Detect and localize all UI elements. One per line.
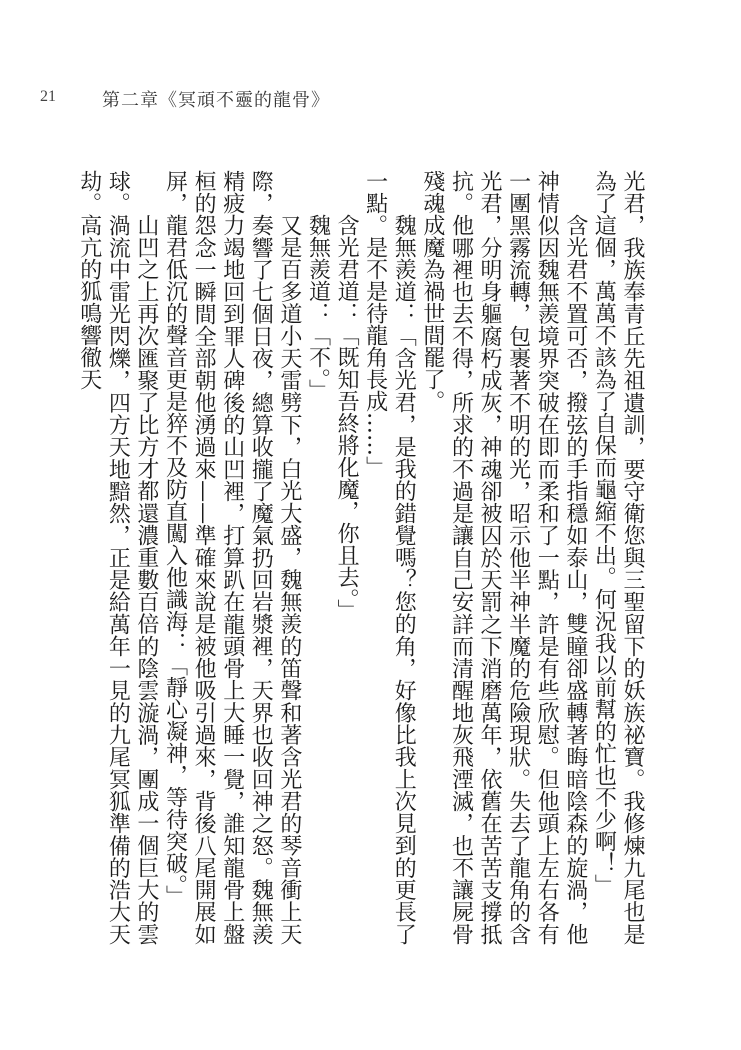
- paragraph: 含光君道：「既知吾終將化魔，你且去。」: [334, 214, 360, 621]
- paragraph: 含光君不置可否，撥弦的手指穩如泰山，雙瞳卻盛轉著晦暗陰森的旋渦，他神情似因魏無羨境界突破在即而柔和了一點，許是有些欣慰。但他頭上左右各有一團黑霧流轉，包裹著不明的光，昭示他半神半魔的危險現狀。失去了龍角的含光君，分明身軀腐朽成灰，神魂卻被囚於天罰之下消磨萬年，依舊在苦苦支撐抵抗。他哪裡也去不得，所求的不過是讓自己安詳而清醒地灰飛湮滅，也不讓屍骨殘魂成魔為禍世間罷了。: [419, 170, 588, 945]
- paragraph: 魏無羨道：「含光君，是我的錯覺嗎？您的角，好像比我上次見到的更長了一點。是不是待龍角長成……」: [362, 170, 417, 945]
- running-header-chapter-title: 第二章《冥頑不靈的龍骨》: [102, 90, 330, 111]
- paragraph: 魏無羨道：「不。」: [305, 214, 331, 401]
- paragraph: 又是百多道小天雷劈下，白光大盛，魏無羨的笛聲和著含光君的琴音衝上天際，奏響了七個日夜，總算收攏了魔氣扔回岩漿裡，天界也收回神之怒。魏無羨精疲力竭地回到罪人碑後的山凹裡，打算趴在龍頭骨上大睡一覺，誰知龍骨上盤桓的怨念一瞬間全部朝他湧過來——準確來說是被他吸引過來，背後八尾開展如屏，龍君低沉的聲音更是猝不及防直闖入他識海：「靜心凝神，等待突破。」: [162, 170, 302, 945]
- vertical-text-body: [76, 170, 646, 945]
- paragraph: 光君，我族奉青丘先祖遺訓，要守衛您與三聖留下的妖族祕寶。我修煉九尾也是為了這個，萬萬不該為了自保而龜縮不出。何況我以前幫的忙也不少啊！」: [591, 170, 645, 945]
- paragraph: 山凹之上再次匯聚了比方才都還濃重數百倍的陰雲漩渦，團成一個巨大的雲球。渦流中雷光閃爍，四方天地黯然，正是給萬年一見的九尾冥狐準備的浩大天劫。高亢的狐鳴響徹天: [76, 170, 159, 945]
- page-number: 21: [40, 88, 56, 105]
